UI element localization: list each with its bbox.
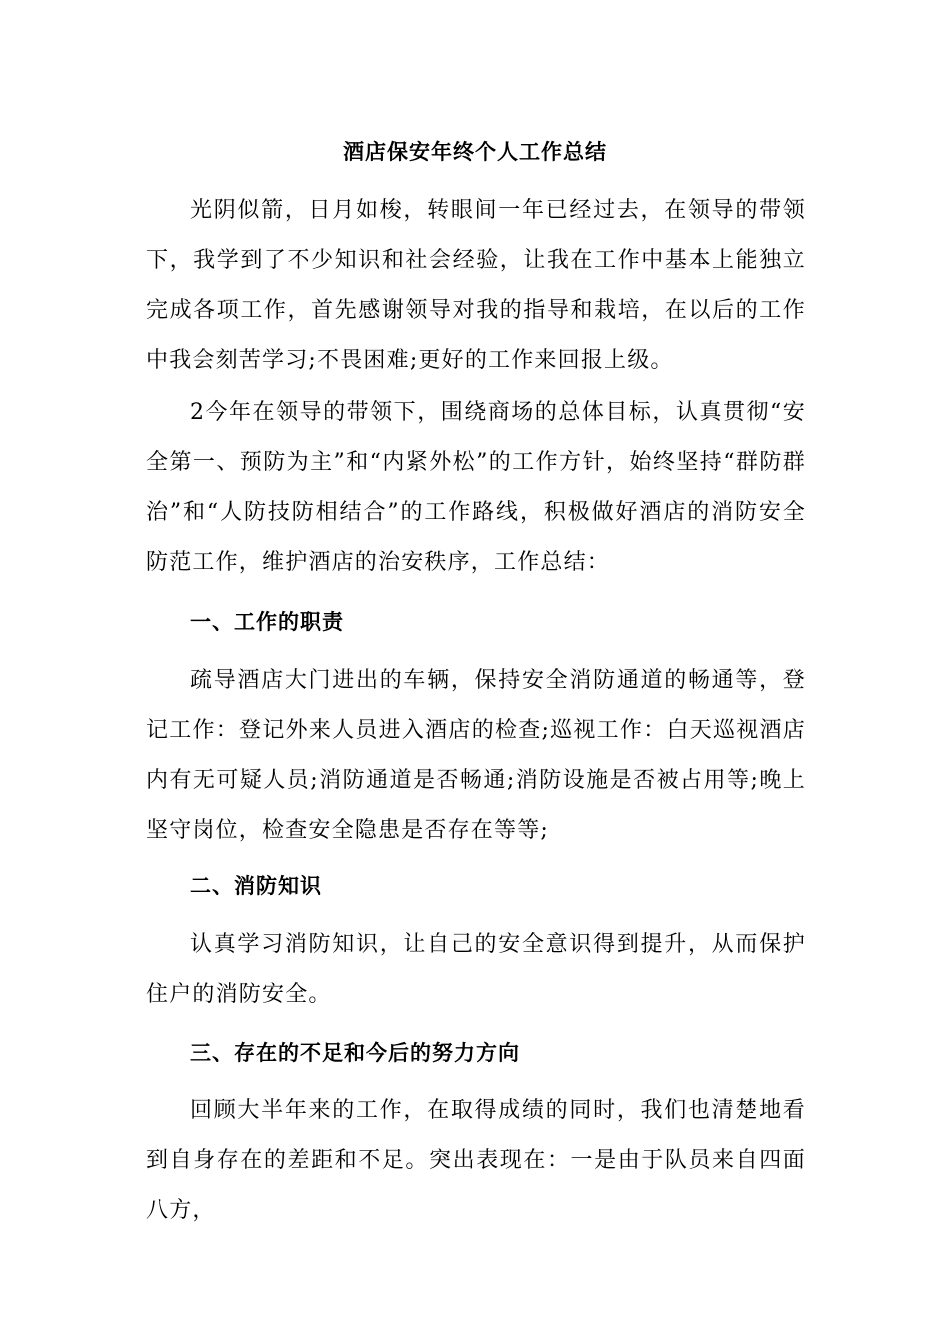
document-title: 酒店保安年终个人工作总结 bbox=[343, 140, 607, 164]
duties-paragraph: 疏导酒店大门进出的车辆，保持安全消防通道的畅通等，登记工作：登记外来人员进入酒店的检查;巡视工作：白天巡视酒店内有无可疑人员;消防通道是否畅通;消防设施是否被占用等;晚上坚守岗位，检查安全隐患是否存在等等; bbox=[146, 668, 806, 843]
fire-knowledge-paragraph: 认真学习消防知识，让自己的安全意识得到提升，从而保护住户的消防安全。 bbox=[146, 932, 806, 1007]
section-heading-duties: 一、工作的职责 bbox=[190, 610, 344, 634]
goals-paragraph: 2今年在领导的带领下，围绕商场的总体目标，认真贯彻“安全第一、预防为主”和“内紧外松”的工作方针，始终坚持“群防群治”和“人防技防相结合”的工作路线，积极做好酒店的消防安全防范工作，维护酒店的治安秩序，工作总结： bbox=[146, 400, 806, 575]
section-heading-shortcomings: 三、存在的不足和今后的努力方向 bbox=[190, 1041, 520, 1065]
intro-paragraph: 光阴似箭，日月如梭，转眼间一年已经过去，在领导的带领下，我学到了不少知识和社会经验，让我在工作中基本上能独立完成各项工作，首先感谢领导对我的指导和栽培，在以后的工作中我会刻苦学习;不畏困难;更好的工作来回报上级。 bbox=[146, 198, 806, 373]
section-heading-fire-knowledge: 二、消防知识 bbox=[190, 874, 322, 898]
shortcomings-paragraph: 回顾大半年来的工作，在取得成绩的同时，我们也清楚地看到自身存在的差距和不足。突出表现在：一是由于队员来自四面八方， bbox=[146, 1098, 806, 1223]
